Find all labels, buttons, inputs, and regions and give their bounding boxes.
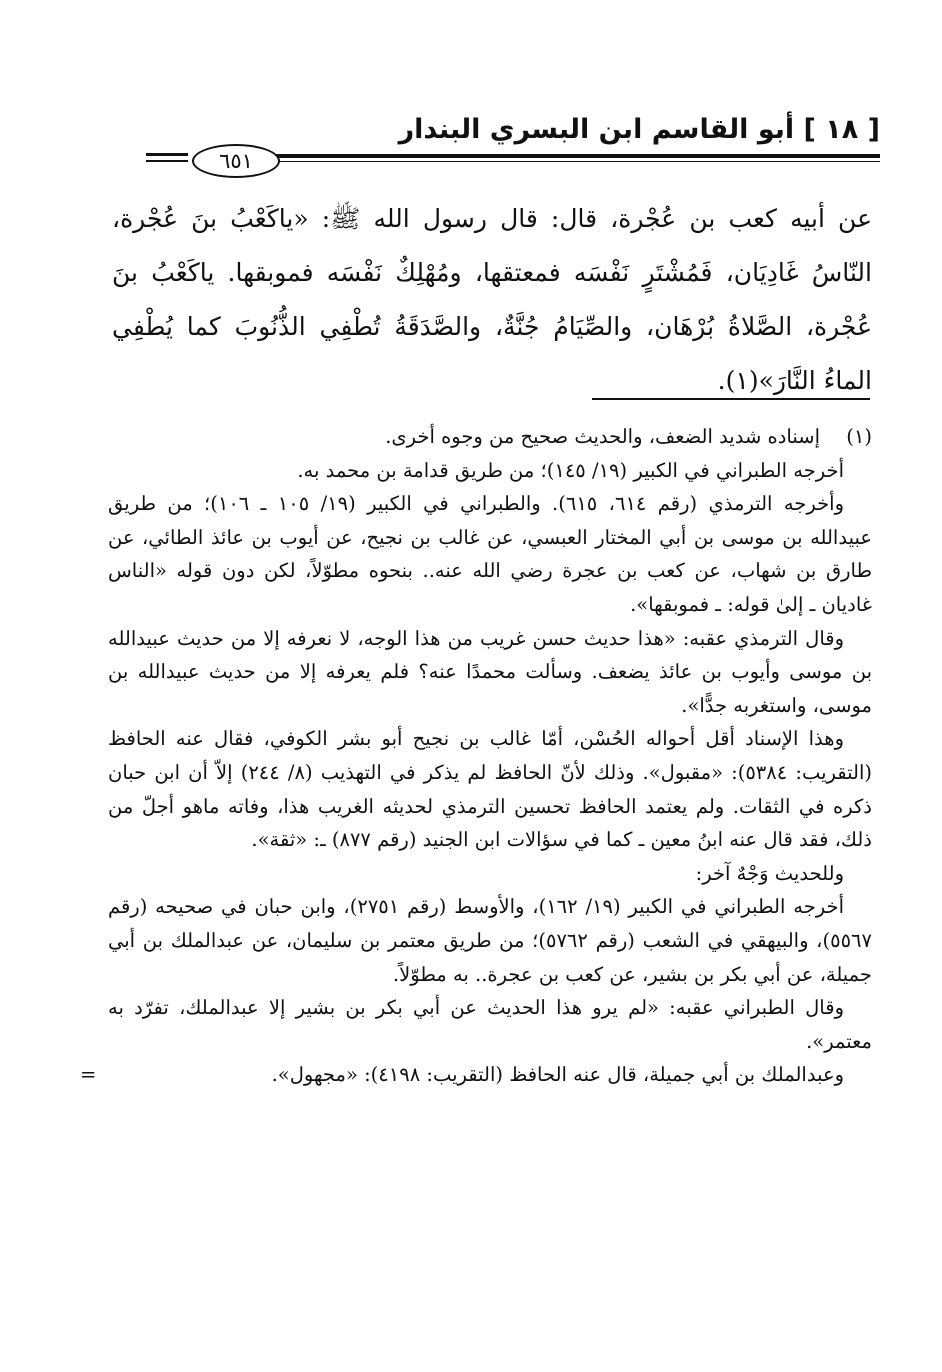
footnote-separator [592,398,870,400]
header-rule-thick [272,154,880,158]
running-title: [ ١٨ ] أبو القاسم ابن البسري البندار [398,114,880,145]
footnote-paragraph: أخرجه الطبراني في الكبير (١٩/ ١٤٥)؛ من طريق قدامة بن محمد به. [297,458,844,482]
footnote-paragraph: وقال الترمذي عقبه: «هذا حديث حسن غريب من هذا الوجه، لا نعرفه إلا من حديث عبيدالله بن موسى وأيوب بن عائذ يضعف. وسألت محمدًا عنه؟ فلم يعرفه إلا من حديث عبيدالله بن موسى، واستغربه جدًّا». [108,626,872,717]
footnote-paragraph: وللحديث وَجْهٌ آخر: [695,861,844,885]
page-header [140,108,880,178]
footnote-marker: (١) [846,425,872,448]
footnote-paragraph: وقال الطبراني عقبه: «لم يرو هذا الحديث عن أبي بكر بن بشير إلا عبدالملك، تفرّد به معتمر». [108,996,872,1053]
header-dash-thin [146,160,188,162]
hadith-text: عن أبيه كعب بن عُجْرة، قال: قال رسول الله ﷺ: «ياكَعْبُ بنَ عُجْرة، النّاسُ غَادِيَان، فَمُشْتَرٍ نَفْسَه فمعتقها، ومُهْلِكٌ نَفْسَه فموبقها. ياكَعْبُ بنَ عُجْرة، الصَّلاةُ بُرْهَان، والصِّيَامُ جُنَّةٌ، والصَّدَقَةُ تُطْفِي الذُّنُوبَ كما يُطْفِي الماءُ النَّارَ»(١). [112,204,872,395]
footnote-text: إسناده شديد الضعف، والحديث صحيح من وجوه أخرى. [385,425,820,448]
footnote-paragraph: وأخرجه الترمذي (رقم ٦١٤، ٦١٥). والطبراني في الكبير (١٩/ ١٠٥ ـ ١٠٦)؛ من طريق عبيدالله بن موسى بن أبي المختار العبسي، عن غالب بن نجيح، عن أيوب بن عائذ الطائي، عن طارق بن شهاب، عن كعب بن عجرة رضي الله عنه.. بنحوه مطوّلاً، لكن دون قوله «الناس غاديان ـ إلىٰ قوله: ـ فموبقها». [108,492,872,616]
page-number: ٦٥١ [219,149,253,173]
continuation-mark: = [80,1063,97,1087]
footnote-paragraph: وهذا الإسناد أقل أحواله الحُسْن، أمّا غالب بن نجيح أبو بشر الكوفي، فقال عنه الحافظ (التقريب: ٥٣٨٤): «مقبول». وذلك لأنّ الحافظ لم يذكر في التهذيب (٨/ ٢٤٤) إلاّ أن ابن حبان ذكره في الثقات. ولم يعتمد الحافظ تحسين الترمذي لحديثه الغريب هذا، وفاته ماهو أجلّ من ذلك، فقد قال عنه ابنُ معين ـ كما في سؤالات ابن الجنيد (رقم ٨٧٧) ـ: «ثقة». [108,727,872,852]
footnotes [80,420,872,1092]
header-dash [146,153,188,156]
footnote-paragraph: أخرجه الطبراني في الكبير (١٩/ ١٦٢)، والأوسط (رقم ٢٧٥١)، وابن حبان في صحيحه (رقم ٥٥٦٧)، والبيهقي في الشعب (رقم ٥٧٦٢)؛ من طريق معتمر بن سليمان، عن عبدالملك بن أبي جميلة، عن أبي بكر بن بشير، عن كعب بن عجرة.. به مطوّلاً. [108,895,872,986]
header-rule-thin [272,161,880,162]
footnote-text: وعبدالملك بن أبي جميلة، قال عنه الحافظ (التقريب: ٤١٩٨): «مجهول». [271,1063,844,1087]
footnote-paragraph [108,420,872,454]
page-number-frame [192,144,280,178]
footnote-paragraph-last [80,1058,872,1092]
